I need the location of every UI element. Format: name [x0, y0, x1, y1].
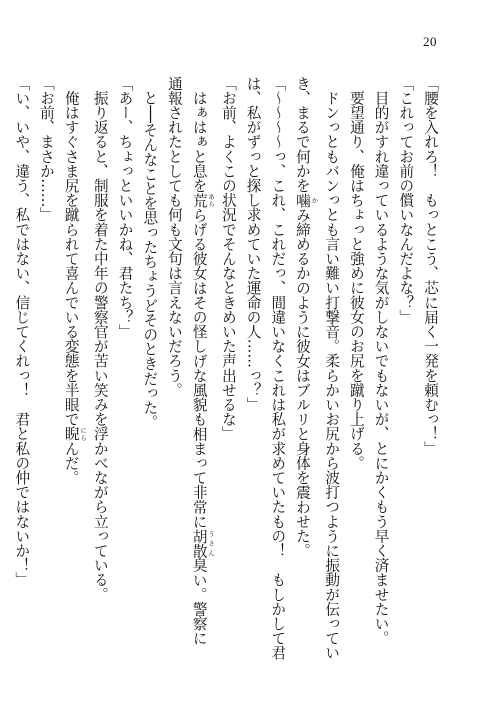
furigana-ruby: 荒 あら	[190, 192, 216, 208]
furigana-reading: あら	[207, 192, 216, 208]
text-line: 「腰を入れろ！ もっとこう、芯に届く一発を頼むっ！」	[422, 76, 439, 456]
text-line: 「〜〜〜〜っ、これ、これだっ、間違いなくこれは私が求めていたもの！ もしかして君	[269, 76, 287, 660]
text-line: 通報されたとしても何も文句は言えないだろう。	[165, 76, 183, 398]
furigana-ruby: 睨 にら	[62, 426, 88, 442]
text-line: は、私がずっと探し求めていた運命の人……っ？」	[244, 76, 262, 412]
furigana-ruby: 胡散 うさん	[190, 528, 216, 558]
text-line: 「あー、ちょっといいかね、君たち？」	[116, 76, 134, 339]
text-line: 「お前、まさか……」	[37, 76, 55, 222]
text-line: ドンっともバンっとも言い難い打撃音。柔らかいお尻から波打つように振動が伝ってい	[323, 76, 341, 660]
text-line: 「これってお前の償いなんだよな？」	[397, 76, 415, 325]
furigana-reading: か	[310, 192, 319, 208]
furigana-ruby: 噛 か	[293, 192, 319, 208]
text-line: 「い、いや、違う、私ではない、信じてくれっ！ 君と私の仲ではないか！」	[13, 76, 31, 587]
page-number: 20	[423, 34, 437, 49]
furigana-reading: うさん	[207, 528, 216, 558]
vertical-text-body	[9, 76, 442, 666]
text-line: 振り返ると、制服を着た中年の警察官が苦い笑みを浮かべながら立っている。	[91, 76, 109, 602]
text-line: き、まるで何かを噛 かみ締めるかのように彼女はブルリと身体を震わせた。	[293, 76, 319, 558]
furigana-reading: にら	[79, 426, 88, 441]
text-line: と──そんなことを思ったちょうどそのときだった。	[141, 76, 159, 430]
text-line: はぁはぁと息を荒 あららげる彼女はその怪しげな風貌も相まって非常に胡散 うさん臭い。警察に	[190, 76, 216, 646]
text-line: 「お前、よくこの状況でそんなときめいた声出せるな」	[219, 76, 237, 441]
text-line: 目的がすれ違っているような気がしないでもないが、とにかくもう早く済ませたい。	[372, 76, 390, 646]
text-line: 俺はすぐさま尻を蹴られて喜んでいる変態を半眼で睨 にらんだ。	[62, 76, 88, 485]
text-line: 要望通り、俺はちょっと強めに彼女のお尻を蹴り上げる。	[347, 76, 365, 471]
